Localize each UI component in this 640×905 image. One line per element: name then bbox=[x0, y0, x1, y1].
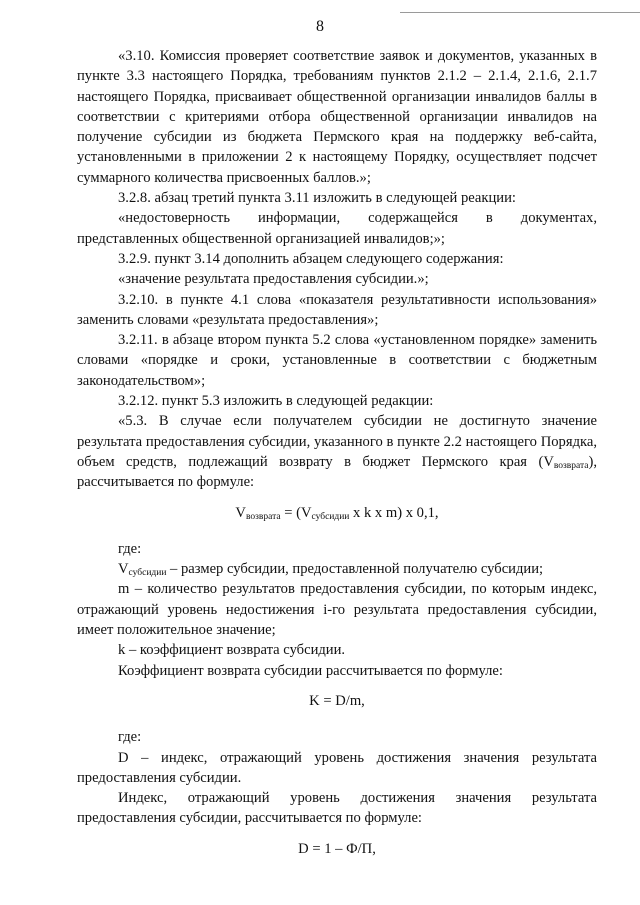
paragraph-quote-znachenie: «значение результата предоставления субсидии.»; bbox=[118, 271, 429, 288]
formula-k: K = D/m, bbox=[309, 692, 365, 709]
where-label-2: где: bbox=[118, 729, 142, 746]
v-definition-text: – размер субсидии, предоставленной получателю субсидии; bbox=[166, 561, 544, 578]
paragraph-quote-nedostovernost: «недостоверность информации, содержащейся в документах, представленных общественной организацией инвалидов;»; bbox=[77, 210, 597, 247]
paragraph-5-3-end: ), рассчитывается по формуле: bbox=[77, 453, 597, 491]
document-body bbox=[77, 46, 597, 859]
paragraph-3-10: «3.10. Комиссия проверяет соответствие заявок и документов, указанных в пункте 3.3 настоящего Порядка, требованиям пунктов 2.1.2 – 2.1.4, 2.1.6, 2.1.7 настоящего Порядка, присваивает общественной организации инвалидов баллы в соответствии с критериями отбора общественной организации инвалидов на получение субсидии из бюджета Пермского края на поддержку веб-сайта, установленными в приложении 2 к настоящему Порядку, осуществляет подсчет суммарного количества присвоенных баллов.»; bbox=[77, 48, 597, 186]
page-number: 8 bbox=[316, 18, 324, 35]
scan-edge-line bbox=[400, 12, 640, 13]
formula-end: x k x m) x 0,1, bbox=[349, 504, 439, 521]
paragraph-5-3 bbox=[77, 411, 597, 492]
d-formula-intro: Индекс, отражающий уровень достижения значения результата предоставления субсидии, рассчитывается по формуле: bbox=[77, 790, 597, 827]
definition-d: D – индекс, отражающий уровень достижения значения результата предоставления субсидии. bbox=[77, 749, 597, 786]
where-label-1: где: bbox=[118, 540, 142, 557]
paragraph-3-2-12: 3.2.12. пункт 5.3 изложить в следующей редакции: bbox=[118, 393, 434, 410]
formula-vozvrata bbox=[77, 503, 597, 523]
definition-v-subsidii bbox=[77, 559, 597, 579]
v-symbol: V bbox=[118, 561, 129, 578]
paragraph-5-3-text: «5.3. В случае если получателем субсидии не достигнуто значение результата предоставления субсидии, указанного в пункте 2.2 настоящего Порядка, объем средств, подлежащий возврату в бюджет Пермского края (V bbox=[77, 413, 597, 470]
paragraph-3-2-9: 3.2.9. пункт 3.14 дополнить абзацем следующего содержания: bbox=[118, 250, 504, 267]
formula-v: V bbox=[235, 504, 246, 521]
definition-m: m – количество результатов предоставления субсидии, по которым индекс, отражающий уровень недостижения i-го результата предоставления субсидии, имеет положительное значение; bbox=[77, 581, 597, 639]
paragraph-3-2-10: 3.2.10. в пункте 4.1 слова «показателя результативности использования» заменить словами «результата предоставления»; bbox=[77, 291, 597, 328]
paragraph-3-2-11: 3.2.11. в абзаце втором пункта 5.2 слова «установленном порядке» заменить словами «порядке и сроки, установленные в соответствии с бюджетным законодательством»; bbox=[77, 332, 597, 389]
paragraph-3-2-8: 3.2.8. абзац третий пункта 3.11 изложить в следующей реакции: bbox=[118, 190, 516, 207]
subscript-vozvrata: возврата bbox=[553, 460, 589, 471]
k-formula-intro: Коэффициент возврата субсидии рассчитывается по формуле: bbox=[118, 662, 503, 679]
formula-sub-subsidii: субсидии bbox=[311, 511, 350, 522]
v-subscript: субсидии bbox=[128, 568, 167, 579]
formula-mid: = (V bbox=[280, 504, 312, 521]
formula-d: D = 1 – Ф/П, bbox=[298, 840, 376, 857]
definition-k: k – коэффициент возврата субсидии. bbox=[118, 642, 346, 659]
formula-sub-vozvrata: возврата bbox=[245, 511, 281, 522]
